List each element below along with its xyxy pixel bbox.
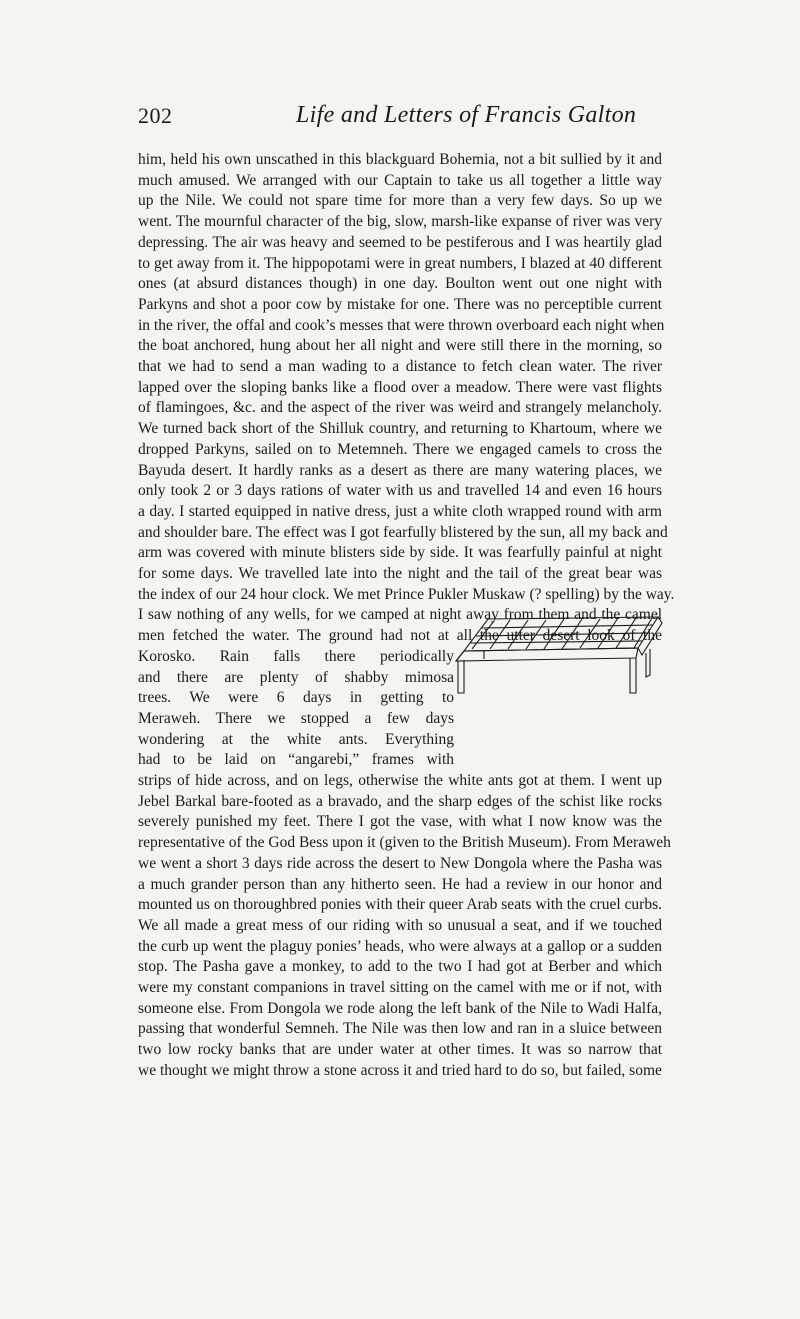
text-line: the curb up went the plaguy ponies’ heads, who were always at a gallop or a sudden <box>138 937 662 955</box>
text-line: the index of our 24 hour clock. We met Prince Pukler Muskaw (? spelling) by the way. <box>138 585 675 603</box>
text-line: and there are plenty of shabby mimosa <box>138 668 454 686</box>
text-line: we thought we might throw a stone across it and tried hard to do so, but failed, some <box>138 1061 662 1079</box>
text-line: Meraweh. There we stopped a few days <box>138 709 454 727</box>
text-line: men fetched the water. The ground had not at all the utter desert look of the <box>138 627 662 645</box>
text-line: mounted us on thoroughbred ponies with their queer Arab seats with the cruel curbs. <box>138 896 662 914</box>
text-line: of flamingoes, &c. and the aspect of the river was weird and strangely melancholy. <box>138 399 662 417</box>
text-line: to get away from it. The hippopotami were in great numbers, I blazed at 40 different <box>138 254 662 272</box>
running-head: Life and Letters of Francis Galton <box>296 102 637 128</box>
text-line: I saw nothing of any wells, for we camped at night away from them and the camel <box>138 606 662 624</box>
text-line: Parkyns and shot a poor cow by mistake for one. There was no perceptible current <box>138 295 662 313</box>
text-line: had to be laid on “angarebi,” frames with <box>138 751 454 769</box>
text-line: we went a short 3 days ride across the desert to New Dongola where the Pasha was <box>138 854 662 872</box>
text-line: in the river, the offal and cook’s messes that were thrown overboard each night when <box>138 316 665 334</box>
text-line: representative of the God Bess upon it (given to the British Museum). From Meraweh <box>138 834 671 852</box>
text-line: strips of hide across, and on legs, otherwise the white ants got at them. I went up <box>138 772 662 789</box>
text-line: Bayuda desert. It hardly ranks as a desert as there are many watering places, we <box>138 461 662 479</box>
text-line: someone else. From Dongola we rode along the left bank of the Nile to Wadi Halfa, <box>138 999 662 1017</box>
text-line: were my constant companions in travel sitting on the camel with me or if not, with <box>138 979 662 996</box>
text-line: ones (at absurd distances though) in one day. Boulton went out one night with <box>138 275 662 293</box>
text-line: only took 2 or 3 days rations of water with us and travelled 14 and even 16 hours <box>138 482 662 500</box>
text-line: for some days. We travelled late into the night and the tail of the great bear was <box>138 565 662 582</box>
text-line: severely punished my feet. There I got the vase, with what I now know was the <box>138 813 662 831</box>
text-line: a day. I started equipped in native dress, just a white cloth wrapped round with arm <box>138 502 662 520</box>
text-line: and shoulder bare. The effect was I got fearfully blistered by the sun, all my back and <box>138 523 668 541</box>
text-line: We turned back short of the Shilluk country, and returning to Khartoum, where we <box>138 420 662 438</box>
text-line: passing that wonderful Semneh. The Nile was then low and ran in a sluice between <box>138 1020 662 1038</box>
text-line: up the Nile. We could not spare time for more than a very few days. So up we <box>138 192 662 210</box>
text-line: depressing. The air was heavy and seemed to be pestiferous and I was heartily glad <box>138 233 662 251</box>
text-line: much amused. We arranged with our Captain to take us all together a little way <box>138 171 662 189</box>
text-line: went. The mournful character of the big, slow, marsh-like expanse of river was very <box>138 213 662 231</box>
text-line: that we had to send a man wading to a distance to fetch clean water. The river <box>138 358 662 375</box>
text-line: lapped over the sloping banks like a flood over a meadow. There were vast flights <box>138 378 662 396</box>
page-header <box>138 103 658 143</box>
text-line: the boat anchored, hung about her all night and were still there in the morning, so <box>138 337 662 355</box>
text-line: arm was covered with minute blisters side by side. It was fearfully painful at night <box>138 544 662 562</box>
text-line: stop. The Pasha gave a monkey, to add to the two I had got at Berber and which <box>138 958 662 976</box>
text-line: two low rocky banks that are under water at other times. It was so narrow that <box>138 1041 662 1059</box>
angarebi-bed-illustration <box>450 615 664 697</box>
text-line: Korosko. Rain falls there periodically <box>138 647 454 665</box>
text-line: Jebel Barkal bare-footed as a bravado, and the sharp edges of the schist like rocks <box>138 792 662 810</box>
text-line: him, held his own unscathed in this blackguard Bohemia, not a bit sullied by it and <box>138 151 662 168</box>
page-number: 202 <box>138 103 173 128</box>
text-line: a much grander person than any hitherto seen. He had a review in our honor and <box>138 875 662 893</box>
text-line: dropped Parkyns, sailed on to Metemneh. There we engaged camels to cross the <box>138 440 662 458</box>
text-line: We all made a great mess of our riding with so unusual a seat, and if we touched <box>138 916 662 934</box>
text-line: trees. We were 6 days in getting to <box>138 689 454 707</box>
text-line: wondering at the white ants. Everything <box>138 730 454 748</box>
